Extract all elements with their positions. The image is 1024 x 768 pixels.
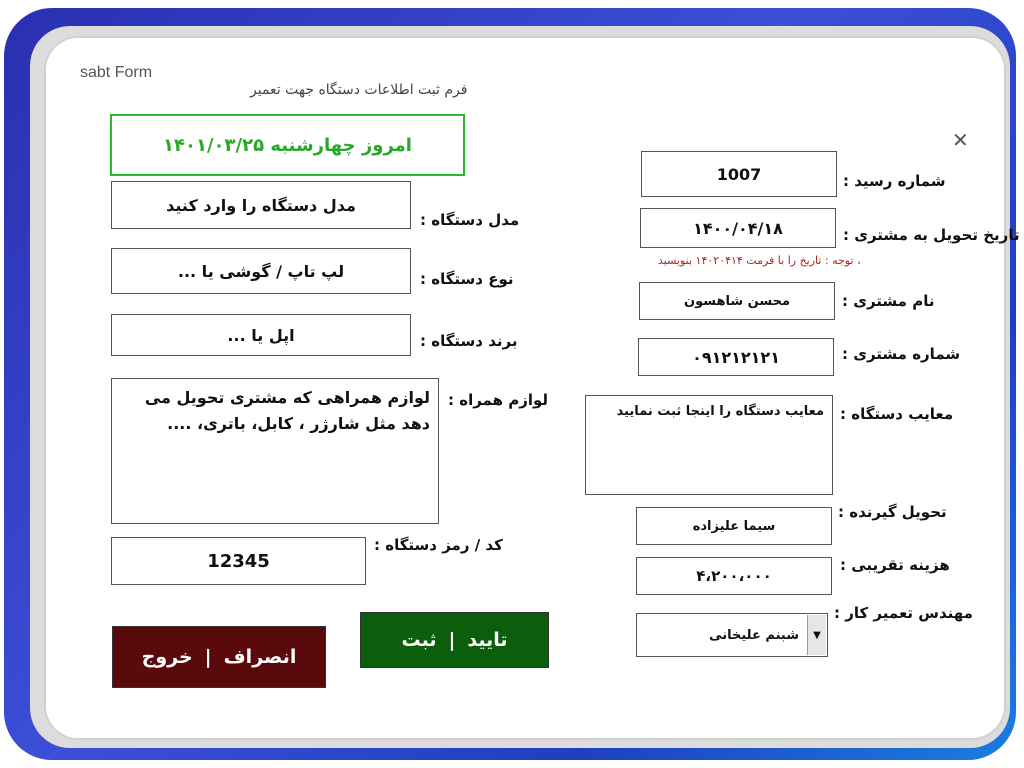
device-code-label: کد / رمز دستگاه :: [374, 536, 503, 554]
delivery-date-label: تاریخ تحویل به مشتری :: [843, 226, 1020, 244]
customer-phone-label: شماره مشتری :: [842, 345, 961, 363]
button-separator: |: [448, 629, 456, 651]
cost-label: هزینه تقریبی :: [840, 556, 950, 574]
device-code-field[interactable]: 12345: [111, 537, 366, 585]
receipt-number-label: شماره رسید :: [843, 172, 946, 190]
device-brand-field[interactable]: اپل یا ...: [111, 314, 411, 356]
device-type-label: نوع دستگاه :: [420, 270, 514, 288]
customer-name-label: نام مشتری :: [842, 292, 935, 310]
delivery-date-field[interactable]: ۱۴۰۰/۰۴/۱۸: [640, 208, 836, 248]
defects-textarea[interactable]: معایب دستگاه را اینجا ثبت نمایید: [585, 395, 833, 495]
confirm-save-button[interactable]: [360, 612, 549, 668]
window-title: sabt Form: [80, 64, 153, 81]
receiver-field[interactable]: سیما علیزاده: [636, 507, 832, 545]
cost-field[interactable]: ۴،۲۰۰،۰۰۰: [636, 557, 832, 595]
receiver-label: تحویل گیرنده :: [838, 503, 947, 521]
close-icon[interactable]: ✕: [952, 128, 969, 152]
confirm-label: تایید: [467, 629, 508, 651]
customer-name-field[interactable]: محسن شاهسون: [639, 282, 835, 320]
accessories-label: لوازم همراه :: [448, 391, 549, 409]
receipt-number-field[interactable]: 1007: [641, 151, 837, 197]
date-format-note: ، توجه : تاریخ را با فرمت ۱۴۰۲۰۴۱۴ بنویسید: [658, 254, 861, 267]
save-label: ثبت: [401, 629, 437, 651]
cancel-label: انصراف: [223, 646, 297, 668]
engineer-selected-value: شبنم علیخانی: [709, 627, 799, 643]
accessories-textarea[interactable]: لوازم همراهی که مشتری تحویل می دهد مثل شارژر ، کابل، باتری، ....: [111, 378, 439, 524]
engineer-label: مهندس تعمیر کار :: [834, 604, 973, 622]
device-type-field[interactable]: لپ تاپ / گوشی یا ...: [111, 248, 411, 294]
engineer-dropdown[interactable]: [636, 613, 828, 657]
chevron-down-icon[interactable]: ▼: [807, 615, 826, 655]
today-date-banner: امروز چهارشنبه ۱۴۰۱/۰۳/۲۵: [110, 114, 465, 176]
form-subtitle: فرم ثبت اطلاعات دستگاه جهت تعمیر: [250, 82, 468, 98]
defects-label: معایب دستگاه :: [840, 405, 954, 423]
device-brand-label: برند دستگاه :: [420, 332, 518, 350]
button-separator: |: [204, 646, 212, 668]
cancel-exit-button[interactable]: [112, 626, 326, 688]
device-model-label: مدل دستگاه :: [420, 211, 520, 229]
customer-phone-field[interactable]: ۰۹۱۲۱۲۱۲۱: [638, 338, 834, 376]
exit-label: خروج: [141, 646, 193, 668]
device-model-field[interactable]: مدل دستگاه را وارد کنید: [111, 181, 411, 229]
